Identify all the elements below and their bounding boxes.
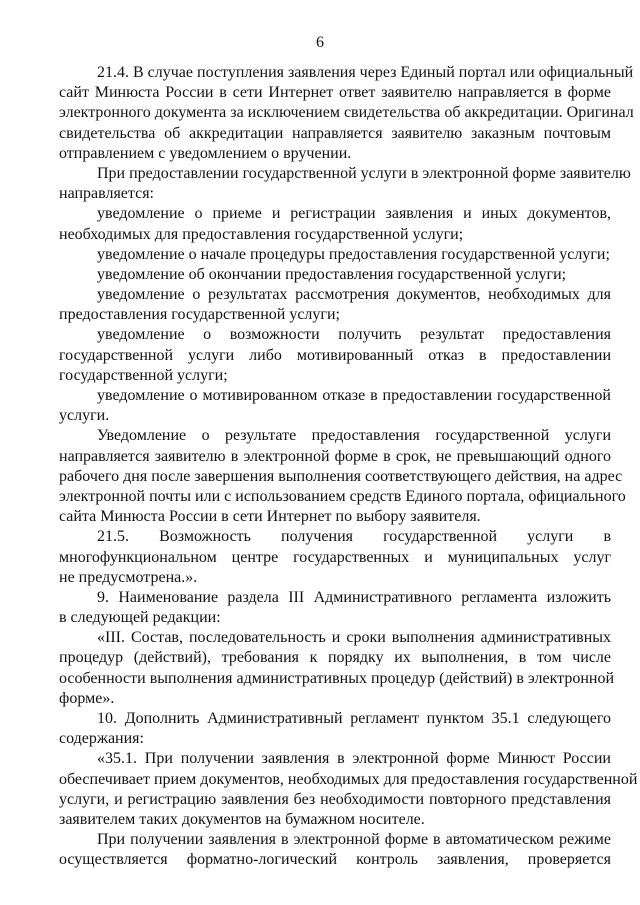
text-line: особенности выполнения административных процедур (действий) в электронной [59,669,614,687]
text-line: «III. Состав, последовательность и сроки выполнения административных [97,629,611,647]
paragraph [59,628,614,709]
paragraph [59,426,626,527]
text-line: уведомление о начале процедуры предоставления государственной услуги; [97,245,610,263]
paragraph [59,265,611,285]
text-line: 10. Дополнить Административный регламент пунктом 35.1 следующего [97,710,611,727]
text-line: 21.4. В случае поступления заявления через Единый портал или официальный [97,64,634,81]
paragraph [59,588,611,628]
text-line: уведомление о приеме и регистрации заявления и иных документов, [97,205,611,223]
text-line: не предусмотрена.». [59,568,198,586]
text-line: уведомление об окончании предоставления государственной услуги; [97,265,567,283]
text-line: сайта Минюста России в сети Интернет по выбору заявителя. [59,508,481,526]
text-line: направляется заявителю в электронной форме в срок, не превышающий одного [59,447,611,465]
text-line: государственной услуги либо мотивированный отказ в предоставлении [59,346,611,364]
paragraph [59,749,638,830]
text-line: При получении заявления в электронной форме в автоматическом режиме [97,831,611,849]
text-line: процедур (действий), требования к порядку их выполнения, в том числе [59,649,611,667]
text-line: содержания: [59,730,144,748]
text-line: электронной почты или с использованием средств Единого портала, официального [59,487,626,505]
document-body [59,63,638,871]
paragraph [59,325,611,386]
text-line: электронного документа за исключением свидетельства об аккредитации. Оригинал [59,104,634,122]
text-line: многофункциональном центре государственных и муниципальных услуг [59,548,611,566]
text-line: заявителем таких документов на бумажном носителе. [59,810,425,828]
text-line: 9. Наименование раздела III Административного регламента изложить [97,588,611,606]
text-line: уведомление о результатах рассмотрения документов, необходимых для [97,286,611,304]
paragraph [59,527,611,588]
text-line: Уведомление о результате предоставления государственной услуги [97,427,611,445]
text-line: предоставления государственной услуги; [59,306,340,324]
text-line: При предоставлении государственной услуги в электронной форме заявителю [97,164,631,182]
text-line: государственной услуги; [59,366,228,384]
text-line: отправлением с уведомлением о вручении. [59,144,352,162]
text-line: форме». [59,689,115,707]
text-line: уведомление о мотивированном отказе в предоставлении государственной [97,387,611,404]
paragraph [59,164,631,204]
text-line: осуществляется форматно-логический контроль заявления, проверяется [59,851,611,869]
text-line: обеспечивает прием документов, необходимых для предоставления государственной [59,770,638,788]
text-line: сайт Минюста России в сети Интернет ответ заявителю направляется в форме [59,84,611,102]
paragraph [59,709,611,749]
text-line: в следующей редакции: [59,609,221,627]
text-line: рабочего дня после завершения выполнения соответствующего действия, на адрес [59,467,623,485]
paragraph [59,285,611,325]
text-line: направляется: [59,185,154,203]
paragraph [59,830,611,870]
text-line: уведомление о возможности получить результат предоставления [97,326,611,344]
text-line: услуги. [59,407,110,425]
paragraph [59,63,634,164]
page-number: 6 [316,34,324,51]
paragraph [59,245,611,265]
text-line: свидетельства об аккредитации направляется заявителю заказным почтовым [59,124,611,142]
text-line: необходимых для предоставления государственной услуги; [59,225,464,243]
text-line: «35.1. При получении заявления в электронной форме Минюст России [97,750,611,768]
paragraph [59,386,611,426]
text-line: услуги, и регистрацию заявления без необходимости повторного представления [59,790,611,808]
paragraph [59,204,611,244]
text-line: 21.5. Возможность получения государственной услуги в [97,528,611,546]
